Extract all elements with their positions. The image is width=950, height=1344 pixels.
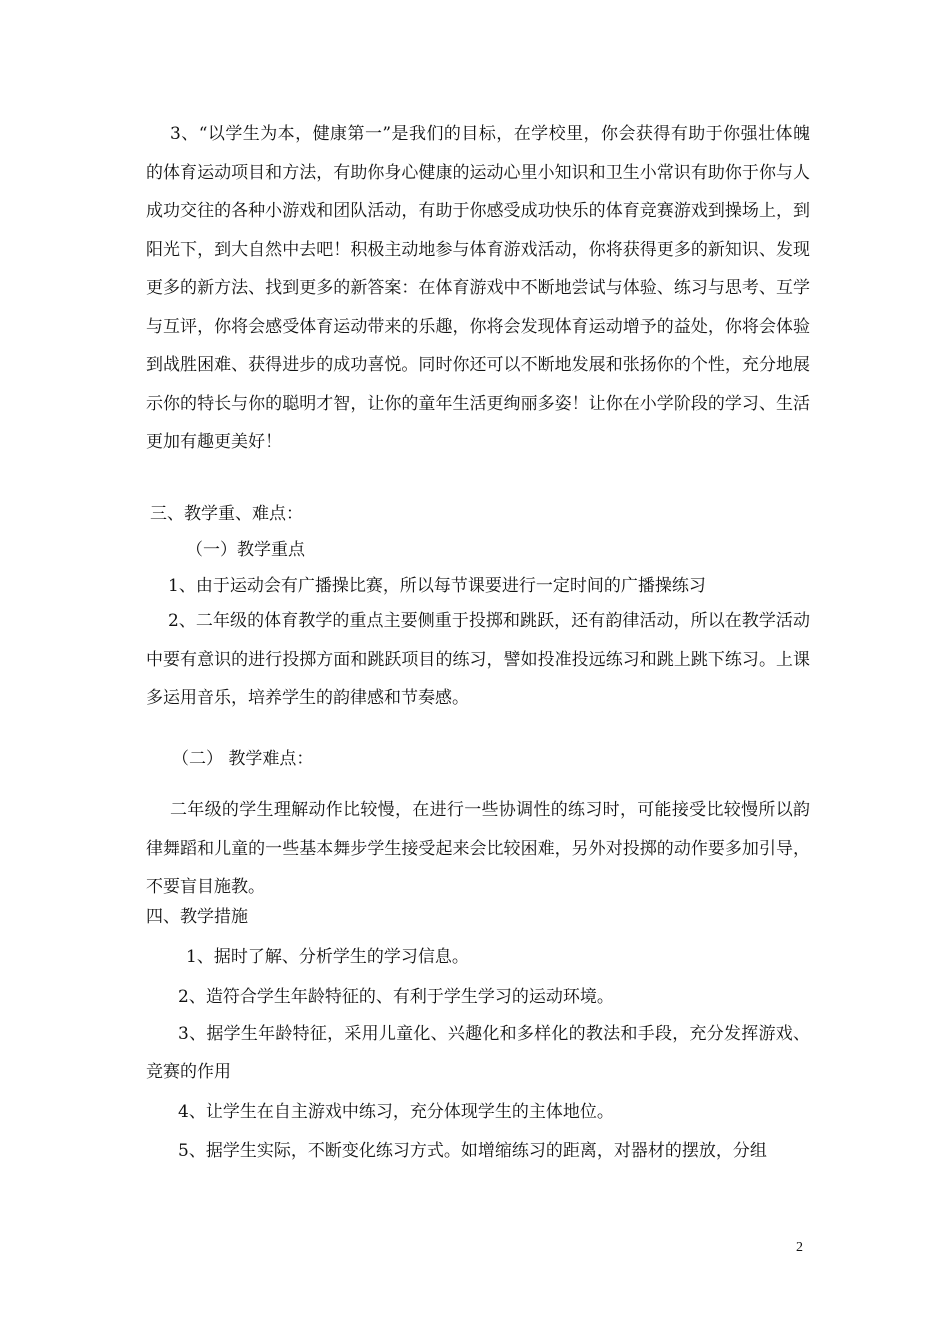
- heading-key-difficult-points: 三、教学重、难点：: [150, 504, 303, 524]
- key-point-2: 2、二年级的体育教学的重点主要侧重于投掷和跳跃，还有韵律活动，所以在教学活动中要有意识的进行投掷方面和跳跃项目的练习，譬如投准投远练习和跳上跳下练习。上课多运用音乐，培养学生的韵律感和节奏感。: [146, 611, 810, 708]
- measure-4: 4、让学生在自主游戏中练习，充分体现学生的主体地位。: [178, 1102, 614, 1122]
- measure-3: 3、据学生年龄特征，采用儿童化、兴趣化和多样化的教法和手段，充分发挥游戏、竞赛的作用: [146, 1024, 810, 1082]
- heading-teaching-measures: 四、教学措施: [146, 907, 248, 927]
- measure-1: 1、据时了解、分析学生的学习信息。: [186, 947, 469, 967]
- subheading-difficult-points: （二） 教学难点：: [172, 749, 314, 769]
- difficult-point-text: 二年级的学生理解动作比较慢，在进行一些协调性的练习时，可能接受比较慢所以韵律舞蹈和儿童的一些基本舞步学生接受起来会比较困难，另外对投掷的动作要多加引导，不要盲目施教。: [146, 800, 810, 897]
- paragraph-goal: 3、“以学生为本，健康第一”是我们的目标，在学校里，你会获得有助于你强壮体魄的体育运动项目和方法，有助你身心健康的运动心里小知识和卫生小常识有助你于你与人成功交往的各种小游戏和团队活动，有助于你感受成功快乐的体育竞赛游戏到操场上，到阳光下，到大自然中去吧！积极主动地参与体育游戏活动，你将获得更多的新知识、发现更多的新方法、找到更多的新答案：在体育游戏中不断地尝试与体验、练习与思考、互学与互评，你将会感受体育运动带来的乐趣，你将会发现体育运动增予的益处，你将会体验到战胜困难、获得进步的成功喜悦。同时你还可以不断地发展和张扬你的个性，充分地展示你的特长与你的聪明才智，让你的童年生活更绚丽多姿！让你在小学阶段的学习、生活更加有趣更美好！: [146, 124, 810, 452]
- key-point-1: 1、由于运动会有广播操比赛，所以每节课要进行一定时间的广播操练习: [168, 576, 706, 596]
- subheading-key-points: （一）教学重点: [186, 540, 305, 560]
- measure-5: 5、据学生实际，不断变化练习方式。如增缩练习的距离，对器材的摆放，分组: [178, 1141, 767, 1161]
- page-number: 2: [796, 1240, 803, 1255]
- measure-2: 2、造符合学生年龄特征的、有利于学生学习的运动环境。: [178, 987, 614, 1007]
